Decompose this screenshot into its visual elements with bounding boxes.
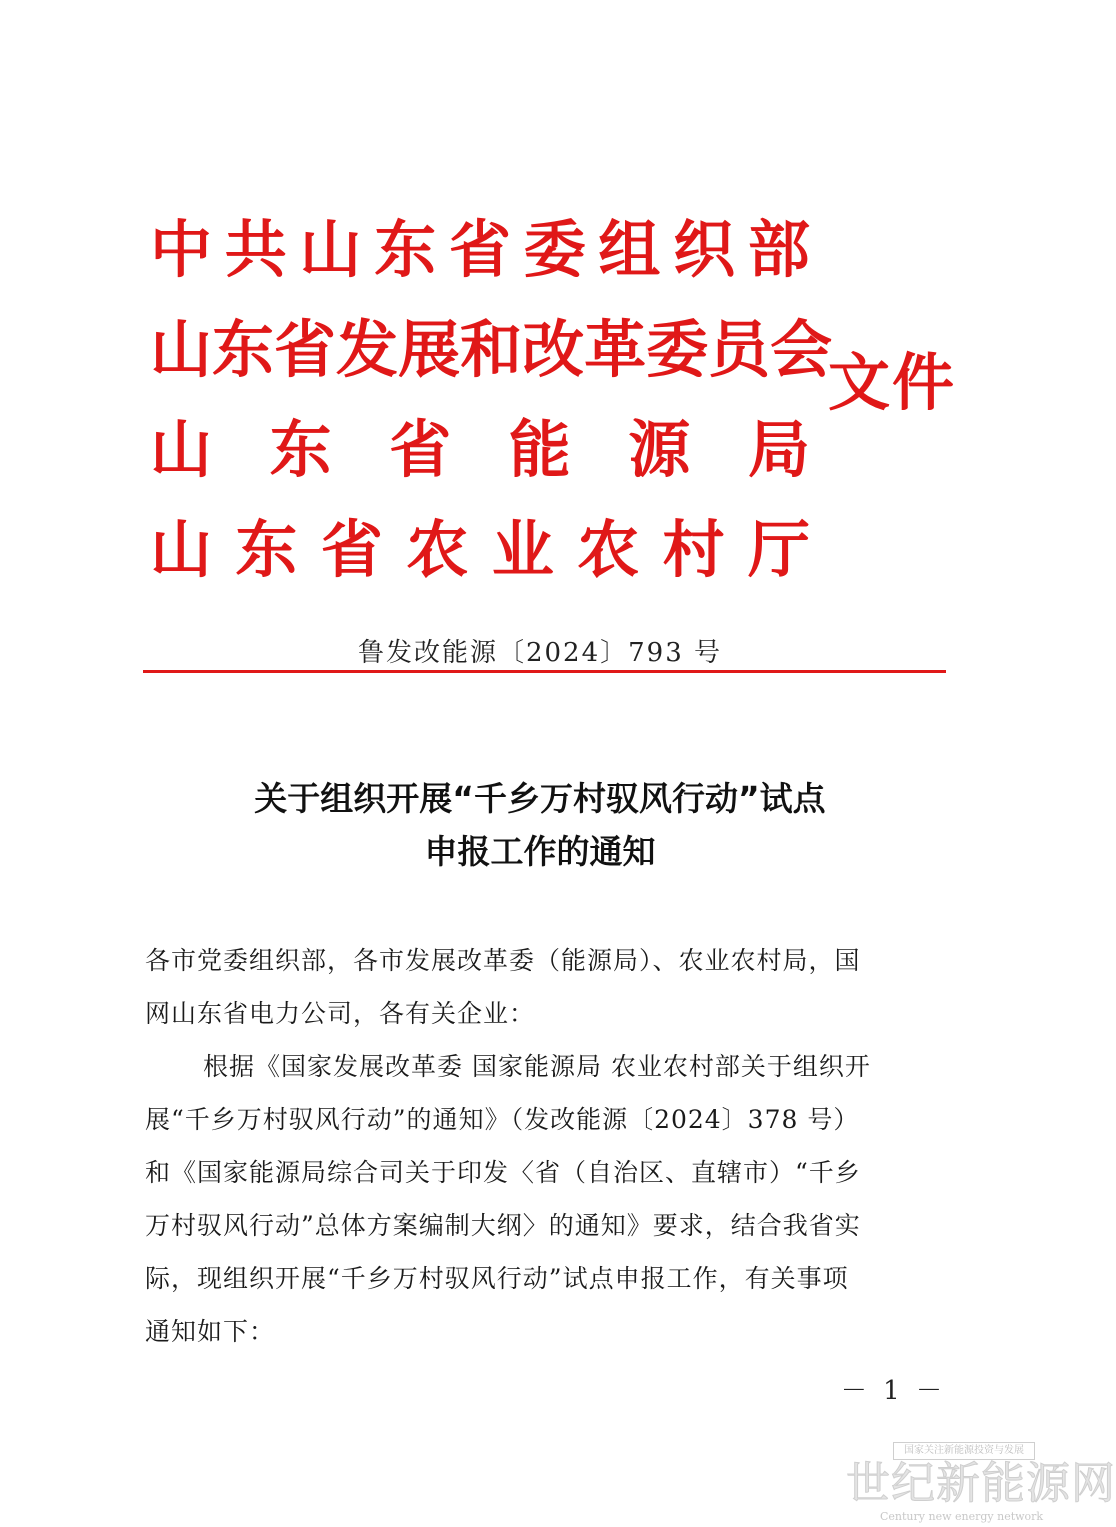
body-line: 根据《国家发展改革委 国家能源局 农业农村部关于组织开 bbox=[203, 1052, 871, 1081]
document-type-label: 文件 bbox=[828, 346, 957, 419]
issuer-char: 中 bbox=[150, 213, 213, 286]
issuer-line bbox=[150, 300, 833, 400]
issuer-char: 省 bbox=[448, 213, 511, 286]
document-number: 鲁发改能源〔2024〕793 号 bbox=[357, 638, 723, 668]
issuer-char: 东 bbox=[374, 213, 437, 286]
issuing-authorities bbox=[150, 200, 833, 600]
page-number: － 1 － bbox=[840, 1376, 946, 1406]
body-line: 万村驭风行动”总体方案编制大纲〉的通知》要求，结合我省实 bbox=[145, 1211, 861, 1240]
body-line: 和《国家能源局综合司关于印发〈省（自治区、直辖市）“千乡 bbox=[145, 1158, 861, 1187]
issuer-line bbox=[150, 500, 810, 600]
issuer-char: 东 bbox=[269, 413, 332, 486]
issuer-char: 组 bbox=[598, 213, 661, 286]
watermark-logo-text: 世纪新能源网 bbox=[846, 1458, 1116, 1509]
issuer-char: 厅 bbox=[747, 513, 810, 586]
issuer-char: 织 bbox=[673, 213, 736, 286]
issuer-char: 委 bbox=[646, 313, 709, 386]
body-line: 各市党委组织部，各市发展改革委（能源局）、农业农村局，国 bbox=[145, 946, 861, 975]
issuer-char: 和 bbox=[460, 313, 523, 386]
issuer-char: 展 bbox=[398, 313, 461, 386]
issuer-char: 山 bbox=[150, 413, 213, 486]
issuer-line bbox=[150, 200, 810, 300]
issuer-char: 革 bbox=[584, 313, 647, 386]
body-line: 网山东省电力公司，各有关企业： bbox=[145, 999, 536, 1028]
issuer-char: 能 bbox=[508, 413, 571, 486]
issuer-char: 山 bbox=[150, 313, 213, 386]
issuer-char: 东 bbox=[235, 513, 298, 586]
issuer-char: 部 bbox=[747, 213, 810, 286]
watermark-tagline: 国家关注新能源投资与发展 bbox=[893, 1442, 1035, 1460]
issuer-line bbox=[150, 400, 810, 500]
body-line: 展“千乡万村驭风行动”的通知》（发改能源〔2024〕378 号） bbox=[145, 1105, 860, 1134]
body-line: 际，现组织开展“千乡万村驭风行动”试点申报工作，有关事项 bbox=[145, 1264, 849, 1293]
issuer-char: 员 bbox=[708, 313, 771, 386]
issuer-char: 农 bbox=[406, 513, 469, 586]
issuer-char: 业 bbox=[491, 513, 554, 586]
issuer-char: 源 bbox=[628, 413, 691, 486]
issuer-char: 局 bbox=[747, 413, 810, 486]
body-line: 通知如下： bbox=[145, 1317, 276, 1346]
issuer-char: 省 bbox=[320, 513, 383, 586]
issuer-char: 委 bbox=[523, 213, 586, 286]
watermark-english: Century new energy network bbox=[880, 1510, 1044, 1523]
document-title bbox=[0, 772, 1080, 878]
issuer-char: 共 bbox=[224, 213, 287, 286]
title-line-1: 关于组织开展“千乡万村驭风行动”试点 bbox=[254, 779, 826, 818]
issuer-char: 山 bbox=[299, 213, 362, 286]
issuer-char: 农 bbox=[577, 513, 640, 586]
issuer-char: 村 bbox=[662, 513, 725, 586]
issuer-char: 省 bbox=[389, 413, 452, 486]
issuer-char: 会 bbox=[770, 313, 833, 386]
title-line-2: 申报工作的通知 bbox=[424, 832, 656, 871]
issuer-char: 山 bbox=[150, 513, 213, 586]
issuer-char: 省 bbox=[274, 313, 337, 386]
red-divider bbox=[143, 670, 946, 673]
issuer-char: 改 bbox=[522, 313, 585, 386]
issuer-char: 发 bbox=[336, 313, 399, 386]
issuer-char: 东 bbox=[212, 313, 275, 386]
document-body bbox=[145, 934, 945, 1358]
